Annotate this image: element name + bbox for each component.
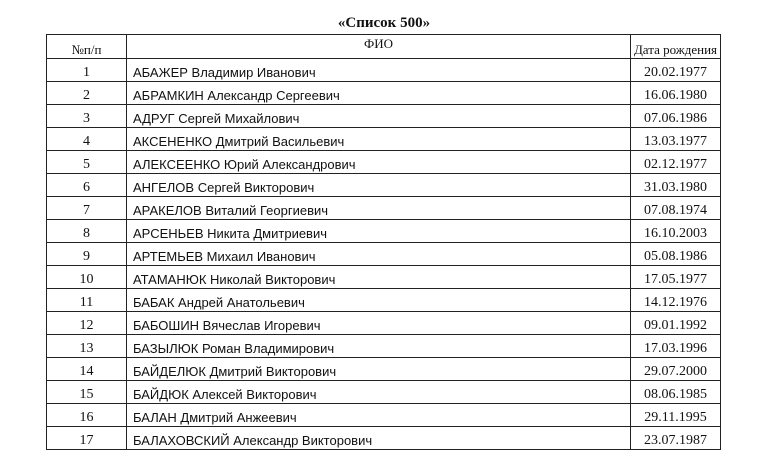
- row-number: 1: [47, 59, 127, 82]
- document-title: «Список 500»: [337, 15, 431, 31]
- person-name: БАЛАН Дмитрий Анжеевич: [127, 404, 631, 427]
- row-number: 16: [47, 404, 127, 427]
- person-name: АБРАМКИН Александр Сергеевич: [127, 82, 631, 105]
- table-row: [47, 105, 721, 128]
- table-body: [47, 59, 721, 450]
- row-number: 10: [47, 266, 127, 289]
- birth-date: 13.03.1977: [631, 128, 721, 151]
- person-name: БАЛАХОВСКИЙ Александр Викторович: [127, 427, 631, 450]
- birth-date: 29.07.2000: [631, 358, 721, 381]
- person-name: АЛЕКСЕЕНКО Юрий Александрович: [127, 151, 631, 174]
- table-row: [47, 381, 721, 404]
- row-number: 14: [47, 358, 127, 381]
- table-row: [47, 151, 721, 174]
- person-name: АКСЕНЕНКО Дмитрий Васильевич: [127, 128, 631, 151]
- birth-date: 08.06.1985: [631, 381, 721, 404]
- table-row: [47, 266, 721, 289]
- birth-date: 31.03.1980: [631, 174, 721, 197]
- row-number: 3: [47, 105, 127, 128]
- table-row: [47, 220, 721, 243]
- person-name: БАЙДЕЛЮК Дмитрий Викторович: [127, 358, 631, 381]
- birth-date: 29.11.1995: [631, 404, 721, 427]
- table-row: [47, 289, 721, 312]
- table-row: [47, 312, 721, 335]
- birth-date: 09.01.1992: [631, 312, 721, 335]
- column-header-name: ФИО: [127, 35, 631, 59]
- person-name: БАЗЫЛЮК Роман Владимирович: [127, 335, 631, 358]
- table-row: [47, 174, 721, 197]
- row-number: 8: [47, 220, 127, 243]
- row-number: 11: [47, 289, 127, 312]
- table-row: [47, 128, 721, 151]
- person-name: БАЙДЮК Алексей Викторович: [127, 381, 631, 404]
- table-row: [47, 427, 721, 450]
- person-name: АДРУГ Сергей Михайлович: [127, 105, 631, 128]
- row-number: 5: [47, 151, 127, 174]
- birth-date: 16.06.1980: [631, 82, 721, 105]
- row-number: 15: [47, 381, 127, 404]
- row-number: 12: [47, 312, 127, 335]
- person-name: БАБАК Андрей Анатольевич: [127, 289, 631, 312]
- table-row: [47, 197, 721, 220]
- table-row: [47, 82, 721, 105]
- birth-date: 02.12.1977: [631, 151, 721, 174]
- table-row: [47, 243, 721, 266]
- birth-date: 16.10.2003: [631, 220, 721, 243]
- person-name: БАБОШИН Вячеслав Игоревич: [127, 312, 631, 335]
- table-header-row: [47, 35, 721, 59]
- birth-date: 07.06.1986: [631, 105, 721, 128]
- row-number: 13: [47, 335, 127, 358]
- table-row: [47, 59, 721, 82]
- column-header-number: №п/п: [47, 35, 127, 59]
- column-header-birthdate: Дата рождения: [631, 35, 721, 59]
- person-name: АТАМАНЮК Николай Викторович: [127, 266, 631, 289]
- birth-date: 17.03.1996: [631, 335, 721, 358]
- birth-date: 14.12.1976: [631, 289, 721, 312]
- person-name: АРАКЕЛОВ Виталий Георгиевич: [127, 197, 631, 220]
- birth-date: 05.08.1986: [631, 243, 721, 266]
- row-number: 2: [47, 82, 127, 105]
- row-number: 9: [47, 243, 127, 266]
- person-name: АНГЕЛОВ Сергей Викторович: [127, 174, 631, 197]
- people-table: [46, 34, 721, 450]
- row-number: 7: [47, 197, 127, 220]
- birth-date: 20.02.1977: [631, 59, 721, 82]
- table-row: [47, 358, 721, 381]
- birth-date: 17.05.1977: [631, 266, 721, 289]
- birth-date: 07.08.1974: [631, 197, 721, 220]
- birth-date: 23.07.1987: [631, 427, 721, 450]
- person-name: АРСЕНЬЕВ Никита Дмитриевич: [127, 220, 631, 243]
- person-name: АБАЖЕР Владимир Иванович: [127, 59, 631, 82]
- row-number: 4: [47, 128, 127, 151]
- row-number: 17: [47, 427, 127, 450]
- row-number: 6: [47, 174, 127, 197]
- table-row: [47, 404, 721, 427]
- person-name: АРТЕМЬЕВ Михаил Иванович: [127, 243, 631, 266]
- table-row: [47, 335, 721, 358]
